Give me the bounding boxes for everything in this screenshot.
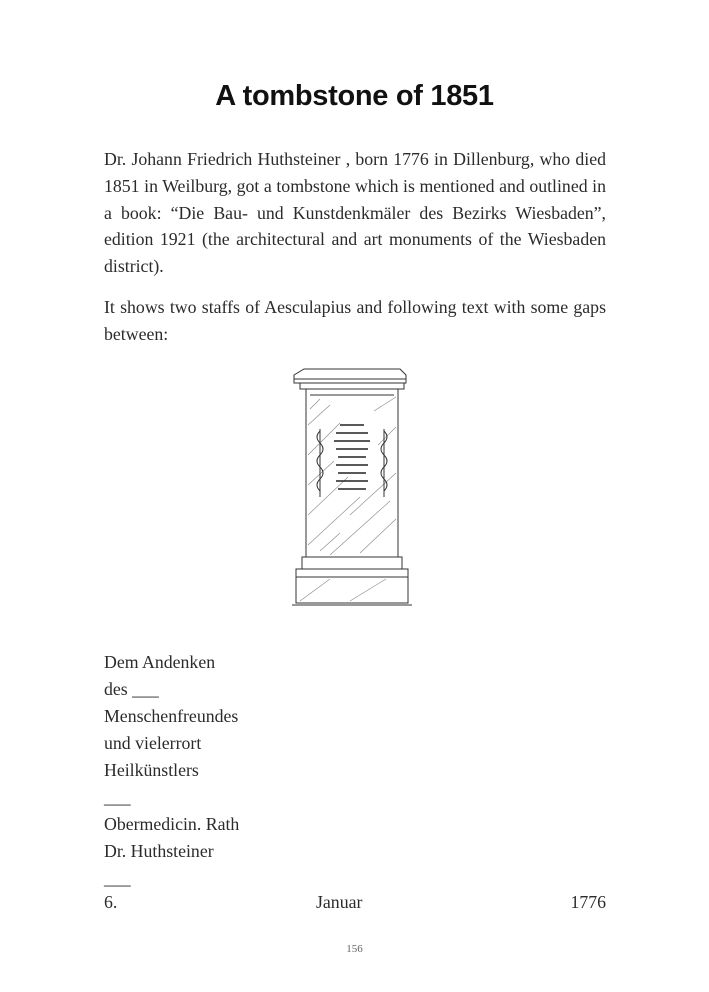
page-number: 156 — [346, 943, 363, 955]
page-title: A tombstone of 1851 — [215, 80, 494, 112]
inscription-line: ___ — [104, 868, 131, 888]
date-year: 1776 — [570, 892, 606, 912]
inscription-line: Dr. Huthsteiner — [104, 841, 214, 861]
inscription-line: Heilkünstlers — [104, 760, 199, 780]
inscription-line: Menschenfreundes — [104, 706, 239, 726]
date-month: Januar — [316, 892, 363, 912]
tombstone-drawing-icon — [290, 365, 414, 609]
inscription-line: und vielerrort — [104, 733, 202, 753]
inscription-line: Obermedicin. Rath — [104, 814, 240, 834]
date-day: 6. — [104, 892, 118, 912]
description-paragraph: It shows two staffs of Aesculapius and following text with some gaps between: — [104, 297, 606, 344]
inscription-line: Dem Andenken — [104, 652, 216, 672]
date-line — [104, 892, 606, 919]
inscription-line: ___ — [104, 787, 131, 807]
intro-paragraph: Dr. Johann Friedrich Huthsteiner , born 1776 in Dillenburg, who died 1851 in Weilburg, got a tombstone which is mentioned and outlined in a book: “Die Bau- und Kunstdenkmäler des Bezirks Wiesbaden”, edition 1921 (the architectural and art monuments of the Wiesbaden district). — [104, 149, 606, 277]
inscription-line: des ___ — [104, 679, 159, 699]
